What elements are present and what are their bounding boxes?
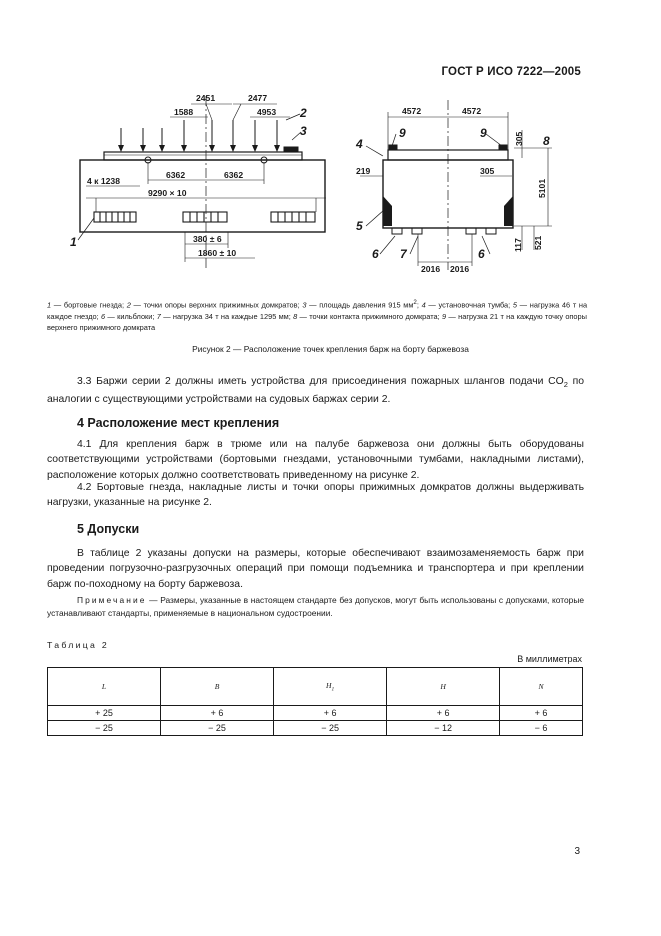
- callout-6-right: 6: [478, 247, 485, 261]
- paragraph-5-intro: В таблице 2 указаны допуски на размеры, которые обеспечивают взаимозаменяемость барж при проведении погрузочно-разгрузочных операций при помощи подъемника и транспортера и при креплении барж по-походному на борту баржевоза.: [47, 548, 584, 590]
- dim-4572-right: 4572: [462, 106, 482, 116]
- dim-2451: 2451: [196, 93, 216, 103]
- header-cell: L: [48, 668, 161, 706]
- dim-219: 219: [356, 166, 371, 176]
- barge-deck-plate: [104, 152, 302, 160]
- dim-2016-right: 2016: [450, 264, 470, 274]
- callout-8: 8: [543, 134, 550, 148]
- dim-4953: 4953: [257, 107, 277, 117]
- table-cell: − 25: [161, 721, 274, 736]
- dim-2016-left: 2016: [421, 264, 441, 274]
- dim-2477: 2477: [248, 93, 268, 103]
- dim-1588: 1588: [174, 107, 194, 117]
- paragraph-3-3: 3.3 Баржи серии 2 должны иметь устройства для присоединения пожарных шлангов подачи $CO_2$ по аналогии с существующими устройствами на судовых баржах серии 2.: [47, 376, 585, 406]
- figure-legend: 1 — бортовые гнезда; 2 — точки опоры верхних прижимных домкратов; 3 — площадь давления 915 $мм^2$; 4 — установочная тумба; 5 — нагрузка 46 т на каждое гнездо; 6 — кильблоки; 7 — нагрузка 34 т на каждые 1295 мм; 8 — точки контакта прижимного домкрата; 9 — нагрузка 21 т на каждую точку опоры верхнего прижимного домкрата: [47, 299, 588, 333]
- dim-521: 521: [533, 235, 543, 250]
- table-label: Таблица 2: [47, 640, 110, 650]
- dim-9290x10: 9290 × 10: [148, 188, 187, 198]
- table-cell: + 6: [274, 706, 387, 721]
- table-cell: − 6: [500, 721, 583, 736]
- table-cell: + 6: [500, 706, 583, 721]
- dim-117: 117: [513, 238, 523, 252]
- header-cell: B: [161, 668, 274, 706]
- dim-4x1238: 4 к 1238: [87, 176, 120, 186]
- barge-side-outline: [80, 160, 325, 232]
- section-4-heading: 4 Расположение мест крепления: [77, 416, 280, 430]
- page-number: 3: [574, 846, 580, 857]
- callout-9-right: 9: [480, 126, 487, 140]
- dim-4572-left: 4572: [402, 106, 422, 116]
- dim-305-side: 305: [480, 166, 495, 176]
- table-cell: − 12: [387, 721, 500, 736]
- header-cell: $H_1$: [274, 668, 387, 706]
- dim-305-top: 305: [514, 131, 524, 146]
- document-header: ГОСТ Р ИСО 7222—2005: [441, 66, 581, 78]
- table-units: В миллиметрах: [517, 654, 582, 664]
- table-cell: − 25: [48, 721, 161, 736]
- callout-7: 7: [400, 247, 407, 261]
- callout-3: 3: [300, 124, 307, 138]
- callout-6-left: 6: [372, 247, 379, 261]
- side-sockets: [94, 212, 315, 222]
- table-cell: + 6: [387, 706, 500, 721]
- header-cell: H: [387, 668, 500, 706]
- dim-5101: 5101: [537, 178, 547, 198]
- table-cell: − 25: [274, 721, 387, 736]
- callout-2: 2: [300, 106, 307, 120]
- callout-5: 5: [356, 219, 363, 233]
- dim-6362-left: 6362: [166, 170, 186, 180]
- section-5-heading: 5 Допуски: [77, 522, 140, 536]
- callout-9-left: 9: [399, 126, 406, 140]
- table-header-row: [48, 668, 583, 706]
- tolerance-table: [47, 667, 583, 736]
- table-cell: + 25: [48, 706, 161, 721]
- note: Примечание — Размеры, указанные в настоящем стандарте без допусков, могут быть использованы с допусками, которые устанавливают стандарты, применяемые в национальном судостроении.: [47, 595, 585, 618]
- dim-1860: 1860 ± 10: [198, 248, 237, 258]
- callout-4: 4: [356, 137, 363, 151]
- paragraph-4-1: 4.1 Для крепления барж в трюме или на палубе баржевоза они должны быть оборудованы соответствующими устройствами (бортовыми гнездами, установочными тумбами, накладными листами), расположение которых должно соответствовать приведенному на рисунке 2.: [47, 439, 584, 481]
- figure-caption: Рисунок 2 — Расположение точек крепления барж на борту баржевоза: [192, 344, 469, 354]
- table-row-plus: [48, 706, 583, 721]
- dim-6362-right: 6362: [224, 170, 244, 180]
- table-cell: + 6: [161, 706, 274, 721]
- paragraph-4-2: 4.2 Бортовые гнезда, накладные листы и точки опоры прижимных домкратов должны выдерживать нагрузки, указанные на рисунке 2.: [47, 482, 584, 509]
- dim-380: 380 ± 6: [193, 234, 222, 244]
- table-row-minus: [48, 721, 583, 736]
- figure-2-barge-fastening-diagram: [0, 0, 661, 296]
- header-cell: N: [500, 668, 583, 706]
- callout-1: 1: [70, 235, 77, 249]
